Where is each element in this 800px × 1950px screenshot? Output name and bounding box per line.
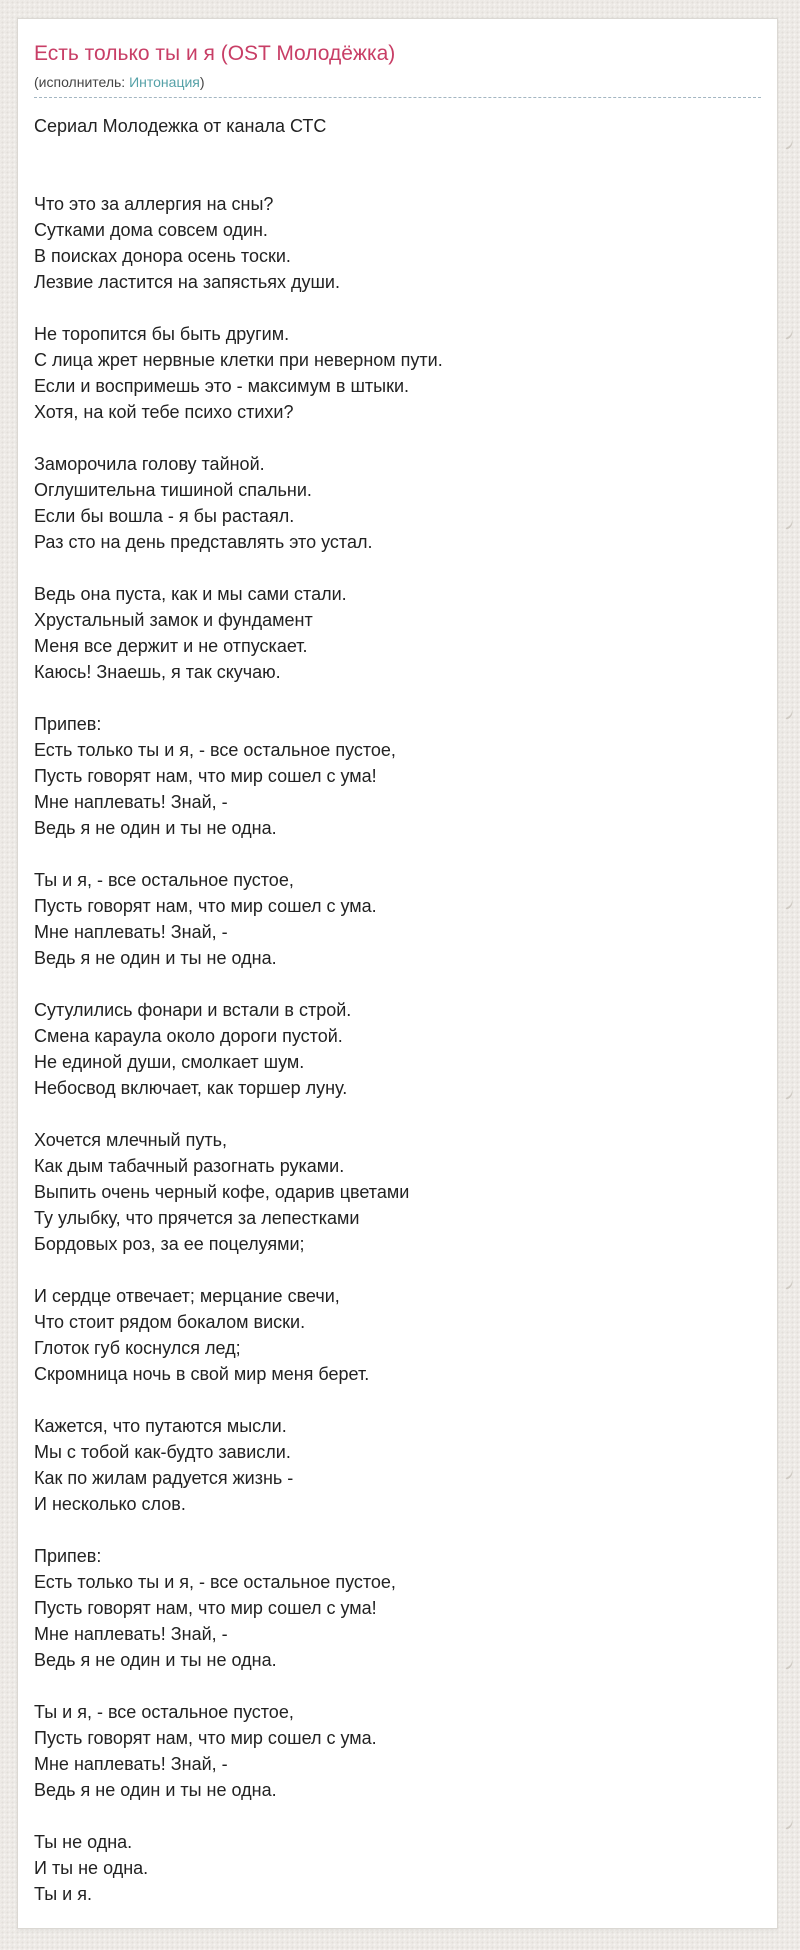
lyric-line: Сутками дома совсем один. — [34, 220, 268, 240]
stanza — [34, 1283, 761, 1387]
lyric-line: Что стоит рядом бокалом виски. — [34, 1312, 306, 1332]
lyric-line: Хотя, на кой тебе психо стихи? — [34, 402, 294, 422]
lyric-line: Сутулились фонари и встали в строй. — [34, 1000, 352, 1020]
stanza — [34, 1413, 761, 1517]
lyric-line: Ты и я. — [34, 1884, 92, 1904]
lyric-line: Пусть говорят нам, что мир сошел с ума. — [34, 1728, 377, 1748]
paper-curl-decoration — [783, 518, 796, 530]
lyric-line: Кажется, что путаются мысли. — [34, 1416, 287, 1436]
paper-curl-decoration — [783, 708, 796, 720]
lyrics-text — [34, 113, 761, 1907]
lyric-line: Не торопится бы быть другим. — [34, 324, 290, 344]
lyric-line: Раз сто на день представлять это устал. — [34, 532, 373, 552]
stanza — [34, 997, 761, 1101]
stanza — [34, 1127, 761, 1257]
chorus-label: Припев: — [34, 1546, 102, 1566]
stanza — [34, 191, 761, 295]
lyric-line: Пусть говорят нам, что мир сошел с ума! — [34, 1598, 377, 1618]
lyric-line: Как дым табачный разогнать руками. — [34, 1156, 345, 1176]
paper-curl-decoration — [783, 1468, 796, 1480]
lyric-line: Пусть говорят нам, что мир сошел с ума. — [34, 896, 377, 916]
lyric-line: Пусть говорят нам, что мир сошел с ума! — [34, 766, 377, 786]
stanza-chorus — [34, 1543, 761, 1673]
lyric-line: Мне наплевать! Знай, - — [34, 922, 228, 942]
stanza — [34, 581, 761, 685]
lyric-line: Как по жилам радуется жизнь - — [34, 1468, 294, 1488]
lyric-line: В поисках донора осень тоски. — [34, 246, 291, 266]
lyric-line: Скромница ночь в свой мир меня берет. — [34, 1364, 370, 1384]
artist-link[interactable]: Интонация — [129, 74, 200, 90]
stanza-outro — [34, 1829, 761, 1907]
lyric-line: Мне наплевать! Знай, - — [34, 1624, 228, 1644]
artist-line — [34, 73, 761, 91]
lyric-line: Ту улыбку, что прячется за лепестками — [34, 1208, 360, 1228]
lyric-line: Ты и я, - все остальное пустое, — [34, 1702, 294, 1722]
lyric-line: Есть только ты и я, - все остальное пустое, — [34, 740, 396, 760]
lyric-line: Меня все держит и не отпускает. — [34, 636, 308, 656]
chorus-label: Припев: — [34, 714, 102, 734]
lyric-line: Каюсь! Знаешь, я так скучаю. — [34, 662, 281, 682]
artist-prefix: (исполнитель: — [34, 74, 126, 90]
lyric-line: Лезвие ластится на запястьях души. — [34, 272, 340, 292]
song-card — [17, 18, 778, 1929]
lyric-line: Ведь я не один и ты не одна. — [34, 948, 277, 968]
lyric-line: Ведь я не один и ты не одна. — [34, 1650, 277, 1670]
paper-curl-decoration — [783, 1658, 796, 1670]
lyric-line: Хрустальный замок и фундамент — [34, 610, 313, 630]
lyric-line: Ты и я, - все остальное пустое, — [34, 870, 294, 890]
paper-curl-decoration — [783, 138, 796, 150]
lyric-line: Мне наплевать! Знай, - — [34, 792, 228, 812]
lyric-line: Если бы вошла - я бы растаял. — [34, 506, 295, 526]
lyric-line: Есть только ты и я, - все остальное пустое, — [34, 1572, 396, 1592]
paper-curl-decoration — [783, 328, 796, 340]
lyric-line: Небосвод включает, как торшер луну. — [34, 1078, 348, 1098]
lyric-line: Ты не одна. — [34, 1832, 133, 1852]
page-title: Есть только ты и я (OST Молодёжка) — [34, 42, 396, 65]
intro-note: Сериал Молодежка от канала СТС — [34, 116, 327, 136]
lyric-line: Смена караула около дороги пустой. — [34, 1026, 343, 1046]
lyric-line: Заморочила голову тайной. — [34, 454, 265, 474]
paper-curl-decoration — [783, 1818, 796, 1830]
stanza — [34, 1699, 761, 1803]
lyric-line: Ведь она пуста, как и мы сами стали. — [34, 584, 347, 604]
lyric-line: Мы с тобой как-будто зависли. — [34, 1442, 291, 1462]
lyric-line: Если и воспримешь это - максимум в штыки. — [34, 376, 410, 396]
stanza — [34, 321, 761, 425]
lyric-line: С лица жрет нервные клетки при неверном пути. — [34, 350, 443, 370]
paper-curl-decoration — [783, 1278, 796, 1290]
lyric-line: Ведь я не один и ты не одна. — [34, 818, 277, 838]
lyric-line: Выпить очень черный кофе, одарив цветами — [34, 1182, 410, 1202]
paper-curl-decoration — [783, 1088, 796, 1100]
lyric-line: И несколько слов. — [34, 1494, 186, 1514]
lyric-line: Мне наплевать! Знай, - — [34, 1754, 228, 1774]
lyric-line: Не единой души, смолкает шум. — [34, 1052, 305, 1072]
artist-suffix: ) — [199, 74, 205, 90]
song-header — [34, 41, 761, 98]
lyric-line: И сердце отвечает; мерцание свечи, — [34, 1286, 340, 1306]
stanza-chorus — [34, 711, 761, 841]
lyric-line: Оглушительна тишиной спальни. — [34, 480, 312, 500]
stanza — [34, 867, 761, 971]
lyric-line: Хочется млечный путь, — [34, 1130, 227, 1150]
lyric-line: Ведь я не один и ты не одна. — [34, 1780, 277, 1800]
lyric-line: И ты не одна. — [34, 1858, 149, 1878]
paper-curl-decoration — [783, 898, 796, 910]
stanza — [34, 451, 761, 555]
lyric-line: Бордовых роз, за ее поцелуями; — [34, 1234, 305, 1254]
lyric-line: Что это за аллергия на сны? — [34, 194, 274, 214]
lyric-line: Глоток губ коснулся лед; — [34, 1338, 241, 1358]
